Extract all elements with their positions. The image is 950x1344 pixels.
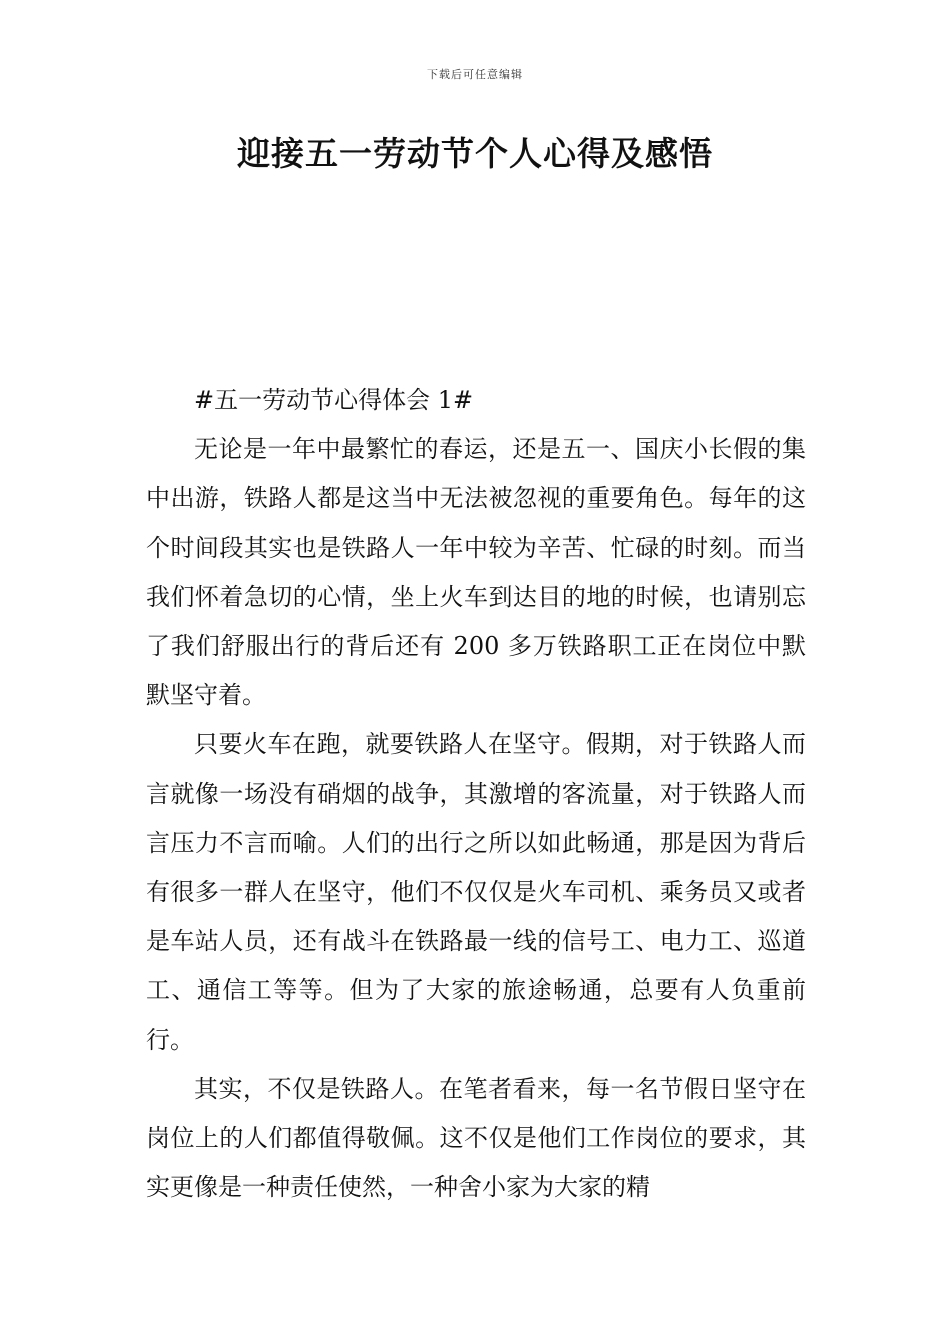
document-body <box>146 376 806 1212</box>
paragraph: 无论是一年中最繁忙的春运，还是五一、国庆小长假的集中出游，铁路人都是这当中无法被忽视的重要角色。每年的这个时间段其实也是铁路人一年中较为辛苦、忙碌的时刻。而当我们怀着急切的心情，坐上火车到达目的地的时候，也请别忘了我们舒服出行的背后还有 200 多万铁路职工正在岗位中默默坚守着。 <box>146 435 806 710</box>
paragraph: 只要火车在跑，就要铁路人在坚守。假期，对于铁路人而言就像一场没有硝烟的战争，其激增的客流量，对于铁路人而言压力不言而喻。人们的出行之所以如此畅通，那是因为背后有很多一群人在坚守，他们不仅仅是火车司机、乘务员又或者是车站人员，还有战斗在铁路最一线的信号工、电力工、巡道工、通信工等等。但为了大家的旅途畅通，总要有人负重前行。 <box>146 730 806 1054</box>
section-heading: #五一劳动节心得体会 1# <box>194 386 474 414</box>
paragraph: 其实，不仅是铁路人。在笔者看来，每一名节假日坚守在岗位上的人们都值得敬佩。这不仅是他们工作岗位的要求，其实更像是一种责任使然，一种舍小家为大家的精 <box>146 1074 806 1202</box>
document-title: 迎接五一劳动节个人心得及感悟 <box>237 134 713 173</box>
header-note: 下载后可任意编辑 <box>427 68 523 81</box>
